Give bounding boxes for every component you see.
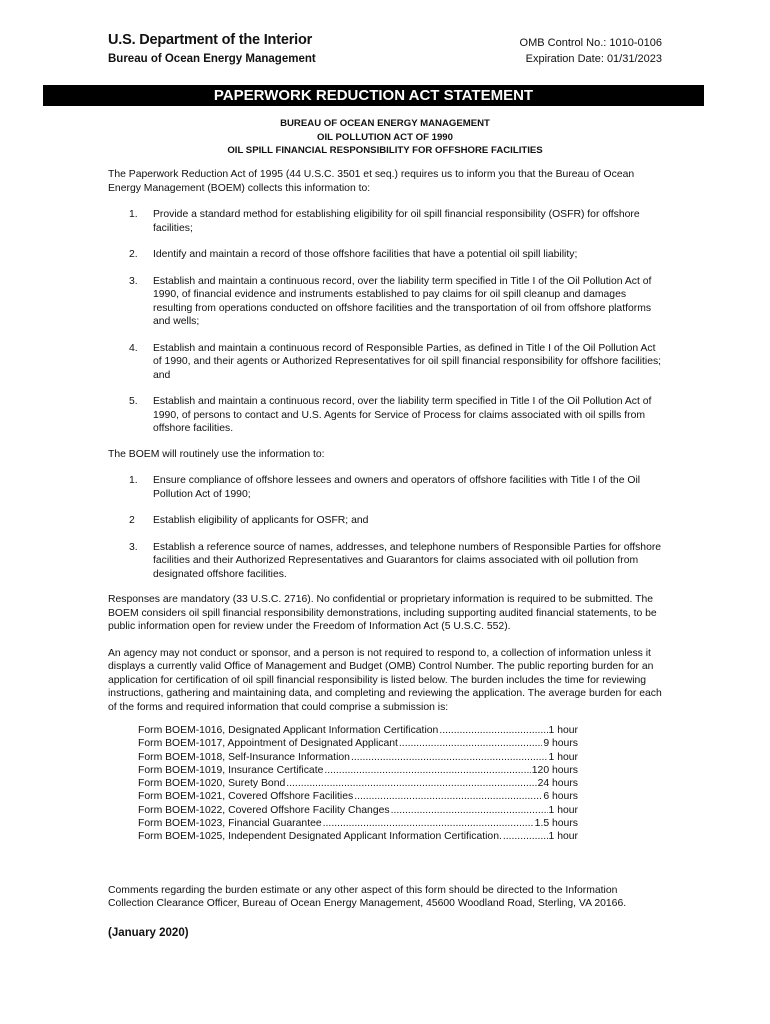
list-item [108, 395, 663, 436]
document-body [108, 168, 663, 940]
list-number: 1. [129, 209, 138, 220]
list-text: Establish a reference source of names, addresses, and telephone numbers of Responsible Parties for offshore facilities and their Authorized Representatives and Guarantors for claims associated with oil pollution from designated offshore facilities. [153, 541, 662, 580]
form-burden-row [138, 764, 578, 777]
form-burden-row [138, 817, 578, 830]
subheading-line: BUREAU OF OCEAN ENERGY MANAGEMENT [280, 118, 490, 129]
use-intro-paragraph: The BOEM will routinely use the information to: [108, 448, 325, 460]
form-burden-row [138, 804, 578, 817]
expiration-date: Expiration Date: 01/31/2023 [525, 53, 662, 65]
form-name: Form BOEM-1022, Covered Offshore Facility Changes [138, 804, 390, 816]
list-item [108, 208, 663, 235]
list-number: 2 [129, 515, 135, 526]
list-item [108, 248, 663, 262]
subheading-line: OIL POLLUTION ACT OF 1990 [317, 131, 453, 143]
list-text: Ensure compliance of offshore lessees and owners and operators of offshore facilities with Title I of the Oil Pollution Act of 1990; [153, 475, 641, 500]
list-number: 5. [129, 396, 138, 407]
comments-paragraph: Comments regarding the burden estimate or any other aspect of this form should be directed to the Information Collection Clearance Officer, Bureau of Ocean Energy Management, 45600 Woodland Road, Sterling, VA 20166. [108, 884, 627, 910]
use-list [108, 474, 663, 581]
burden-form-list [138, 724, 578, 844]
form-burden-row [138, 830, 578, 843]
agency-name: U.S. Department of the Interior [108, 32, 313, 48]
form-burden-row [138, 724, 578, 737]
form-name: Form BOEM-1017, Appointment of Designated Applicant [138, 738, 398, 750]
form-name: Form BOEM-1016, Designated Applicant Information Certification [138, 725, 439, 736]
form-name: Form BOEM-1019, Insurance Certificate [138, 764, 324, 776]
form-hours: 1 hour [548, 804, 578, 816]
burden-paragraph: An agency may not conduct or sponsor, and a person is not required to respond to, a collection of information unless it displays a currently valid Office of Management and Budget (OMB) Control Number. The public reporting burden for an application for certification of oil spill financial responsibility is listed below. The burden includes the time for reviewing instructions, gathering and maintaining data, and completing and reviewing the application. The average burden for each of the forms and required information that could comprise a submission is: [108, 647, 662, 713]
form-hours: 1 hour [548, 751, 578, 763]
dot-leader [503, 830, 548, 843]
list-text: Provide a standard method for establishing eligibility for oil spill financial responsibility (OSFR) for offshore facilities; [153, 209, 640, 234]
form-hours: 1 hour [548, 725, 578, 736]
bureau-name: Bureau of Ocean Energy Management [108, 53, 316, 65]
form-hours: 1 hour [548, 831, 578, 843]
dot-leader [399, 737, 542, 750]
form-burden-row [138, 737, 578, 750]
form-hours: 120 hours [531, 764, 578, 776]
form-name: Form BOEM-1020, Surety Bond [138, 778, 286, 790]
list-number: 3. [129, 541, 138, 553]
dot-leader [286, 777, 536, 790]
form-name: Form BOEM-1023, Financial Guarantee [138, 818, 322, 830]
form-name: Form BOEM-1025, Independent Designated Applicant Information Certification. [138, 831, 502, 843]
form-hours: 1.5 hours [534, 818, 578, 830]
list-item [108, 474, 663, 501]
list-number: 4. [129, 342, 138, 354]
dot-leader [439, 724, 547, 737]
list-item [108, 342, 663, 383]
form-burden-row [138, 790, 578, 803]
header-control-block [520, 35, 662, 67]
omb-control-number: OMB Control No.: 1010-0106 [519, 37, 662, 49]
list-text: Identify and maintain a record of those offshore facilities that have a potential oil spill liability; [153, 249, 578, 260]
header-agency-block [108, 32, 316, 67]
list-number: 1. [129, 475, 138, 486]
revision-date: (January 2020) [108, 926, 189, 939]
dot-leader [324, 764, 530, 777]
dot-leader [391, 804, 548, 817]
list-item [108, 541, 663, 582]
form-burden-row [138, 777, 578, 790]
list-item [108, 514, 663, 528]
intro-paragraph: The Paperwork Reduction Act of 1995 (44 U.S.C. 3501 et seq.) requires us to inform you that the Bureau of Ocean Energy Management (BOEM) collects this information to: [108, 169, 635, 194]
form-name: Form BOEM-1018, Self-Insurance Information [138, 751, 350, 763]
subheading [0, 117, 770, 158]
subheading-line: OIL SPILL FINANCIAL RESPONSIBILITY FOR OFFSHORE FACILITIES [227, 145, 543, 156]
form-hours: 9 hours [543, 738, 578, 750]
list-text: Establish and maintain a continuous record, over the liability term specified in Title I of the Oil Pollution Act of 1990, of persons to contact and U.S. Agents for Service of Process for claims associated with oil spills from offshore facilities. [153, 396, 652, 434]
form-hours: 6 hours [543, 791, 578, 803]
list-item [108, 275, 663, 329]
list-number: 2. [129, 249, 138, 260]
list-number: 3. [129, 275, 138, 287]
list-text: Establish and maintain a continuous record of Responsible Parties, as defined in Title I of the Oil Pollution Act of 1990, and their agents or Authorized Representatives for oil spill financial responsibility for offshore facilities; and [153, 342, 662, 381]
purpose-list [108, 208, 663, 436]
list-text: Establish and maintain a continuous record, over the liability term specified in Title I of the Oil Pollution Act of 1990, of financial evidence and instruments established to pay claims for oil spill cleanup and damages resulting from operations conducted on offshore facilities and the transportation of oil from offshore platforms and wells; [153, 275, 652, 327]
title-banner: PAPERWORK REDUCTION ACT STATEMENT [43, 85, 704, 106]
dot-leader [323, 817, 534, 830]
form-burden-row [138, 751, 578, 764]
form-hours: 24 hours [537, 778, 578, 790]
form-name: Form BOEM-1021, Covered Offshore Facilities [138, 791, 354, 803]
responses-paragraph: Responses are mandatory (33 U.S.C. 2716). No confidential or proprietary information is required to be submitted. The BOEM considers oil spill financial responsibility demonstrations, including supporting audited financial statements, to be public information open for review under the Freedom of Information Act (5 U.S.C. 552). [108, 594, 657, 632]
list-text: Establish eligibility of applicants for OSFR; and [153, 515, 369, 526]
dot-leader [354, 790, 542, 803]
dot-leader [351, 751, 548, 764]
